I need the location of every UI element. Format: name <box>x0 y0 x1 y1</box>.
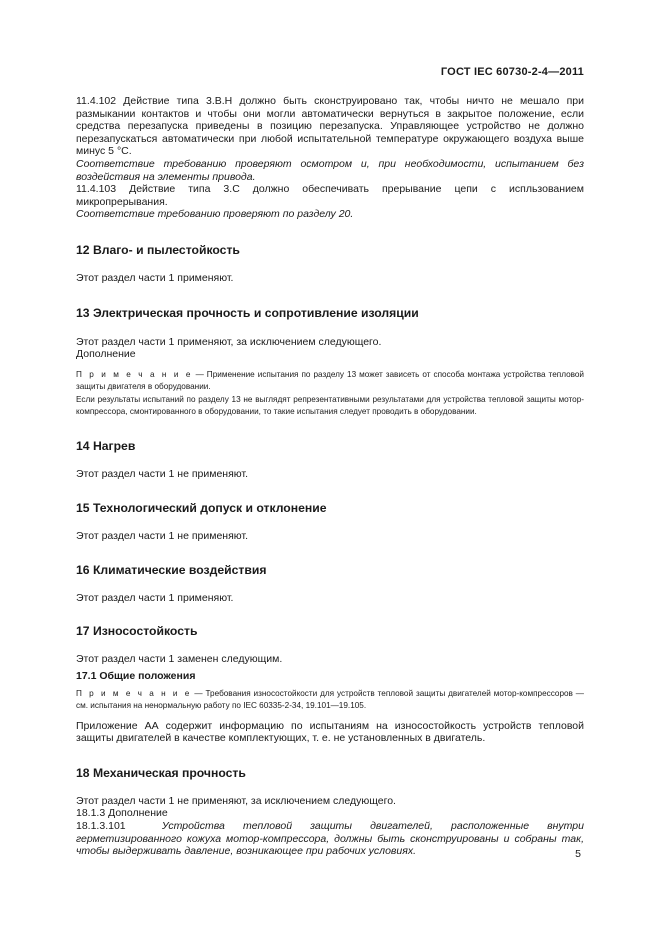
clause-11-4-102: 11.4.102 Действие типа 3.В.Н должно быть сконструировано так, чтобы ничто не мешало при размыкании контактов и чтобы они могли автоматически вернуться в закрытое положение, если средства перезапуска приведены в позицию перезапуска. Управляющее устройство не должно перезапускаться автоматически при любой испытательной температуре окружающего воздуха выше минус 5 °С. <box>76 95 584 158</box>
section-15-text: Этот раздел части 1 не применяют. <box>76 529 248 542</box>
section-12-title: 12 Влаго- и пылестойкость <box>76 242 240 257</box>
section-16-text: Этот раздел части 1 применяют. <box>76 591 234 604</box>
clause-number: 18.1.3.101 <box>76 819 126 832</box>
note-label: П р и м е ч а н и е <box>76 369 193 379</box>
standard-header: ГОСТ IEC 60730-2-4—2011 <box>440 66 584 78</box>
section-13-note <box>76 369 584 394</box>
clause-text: Устройства тепловой защиты двигателей, расположенные внутри герметизированного кожуха мотор-компрессора, должны быть сконструированы и собраны так, чтобы выдерживать давление, возникающее при рабочих условиях. <box>76 819 584 858</box>
note-text: — Требования износостойкости для устройств тепловой защиты двигателей мотор-компрессоров — см. испытания на ненормальную работу по IEC 60335-2-34, 19.101—19.105. <box>76 688 584 711</box>
note-text: — Применение испытания по разделу 13 может зависеть от способа монтажа устройства тепловой защиты двигателя в оборудовании. <box>76 369 585 392</box>
section-18-text: Этот раздел части 1 не применяют, за исключением следующего. <box>76 794 396 807</box>
section-13-note-2: Если результаты испытаний по разделу 13 не выглядят репрезентативными результатами для устройства тепловой защиты мотор-компрессора, смонтированного в оборудовании, то такие испытания следует проводить в оборудовании. <box>76 394 584 416</box>
section-14-text: Этот раздел части 1 не применяют. <box>76 468 248 481</box>
section-17-text: Этот раздел части 1 заменен следующим. <box>76 653 283 666</box>
section-13-title: 13 Электрическая прочность и сопротивление изоляции <box>76 305 419 320</box>
section-16-title: 16 Климатические воздействия <box>76 562 267 577</box>
compliance-note-1: Соответствие требованию проверяют осмотром и, при необходимости, испытанием без воздействия на элементы привода. <box>76 157 584 183</box>
clause-18-1-3: 18.1.3 Дополнение <box>76 807 168 820</box>
clause-11-4-103: 11.4.103 Действие типа 3.С должно обеспечивать прерывание цепи с испльзованием микропрерывания. <box>76 183 584 208</box>
section-13-text: Этот раздел части 1 применяют, за исключением следующего. <box>76 335 382 348</box>
subsection-17-1-title: 17.1 Общие положения <box>76 669 196 682</box>
page-content <box>76 95 584 858</box>
section-13-addition: Дополнение <box>76 348 136 361</box>
section-17-para: Приложение АА содержит информацию по испытаниям на износостойкость устройств тепловой защиты двигателей в качестве комплектующих, т. е. не установленных в двигатель. <box>76 719 584 745</box>
compliance-note-2: Соответствие требованию проверяют по разделу 20. <box>76 208 354 221</box>
section-14-title: 14 Нагрев <box>76 439 136 454</box>
section-18-title: 18 Механическая прочность <box>76 765 246 780</box>
section-17-title: 17 Износостойкость <box>76 624 198 639</box>
section-15-title: 15 Технологический допуск и отклонение <box>76 500 327 515</box>
page-number: 5 <box>575 848 581 860</box>
section-12-text: Этот раздел части 1 применяют. <box>76 271 234 284</box>
clause-18-1-3-101 <box>76 820 584 858</box>
section-17-note <box>76 688 584 713</box>
note-label: П р и м е ч а н и е <box>76 688 192 698</box>
